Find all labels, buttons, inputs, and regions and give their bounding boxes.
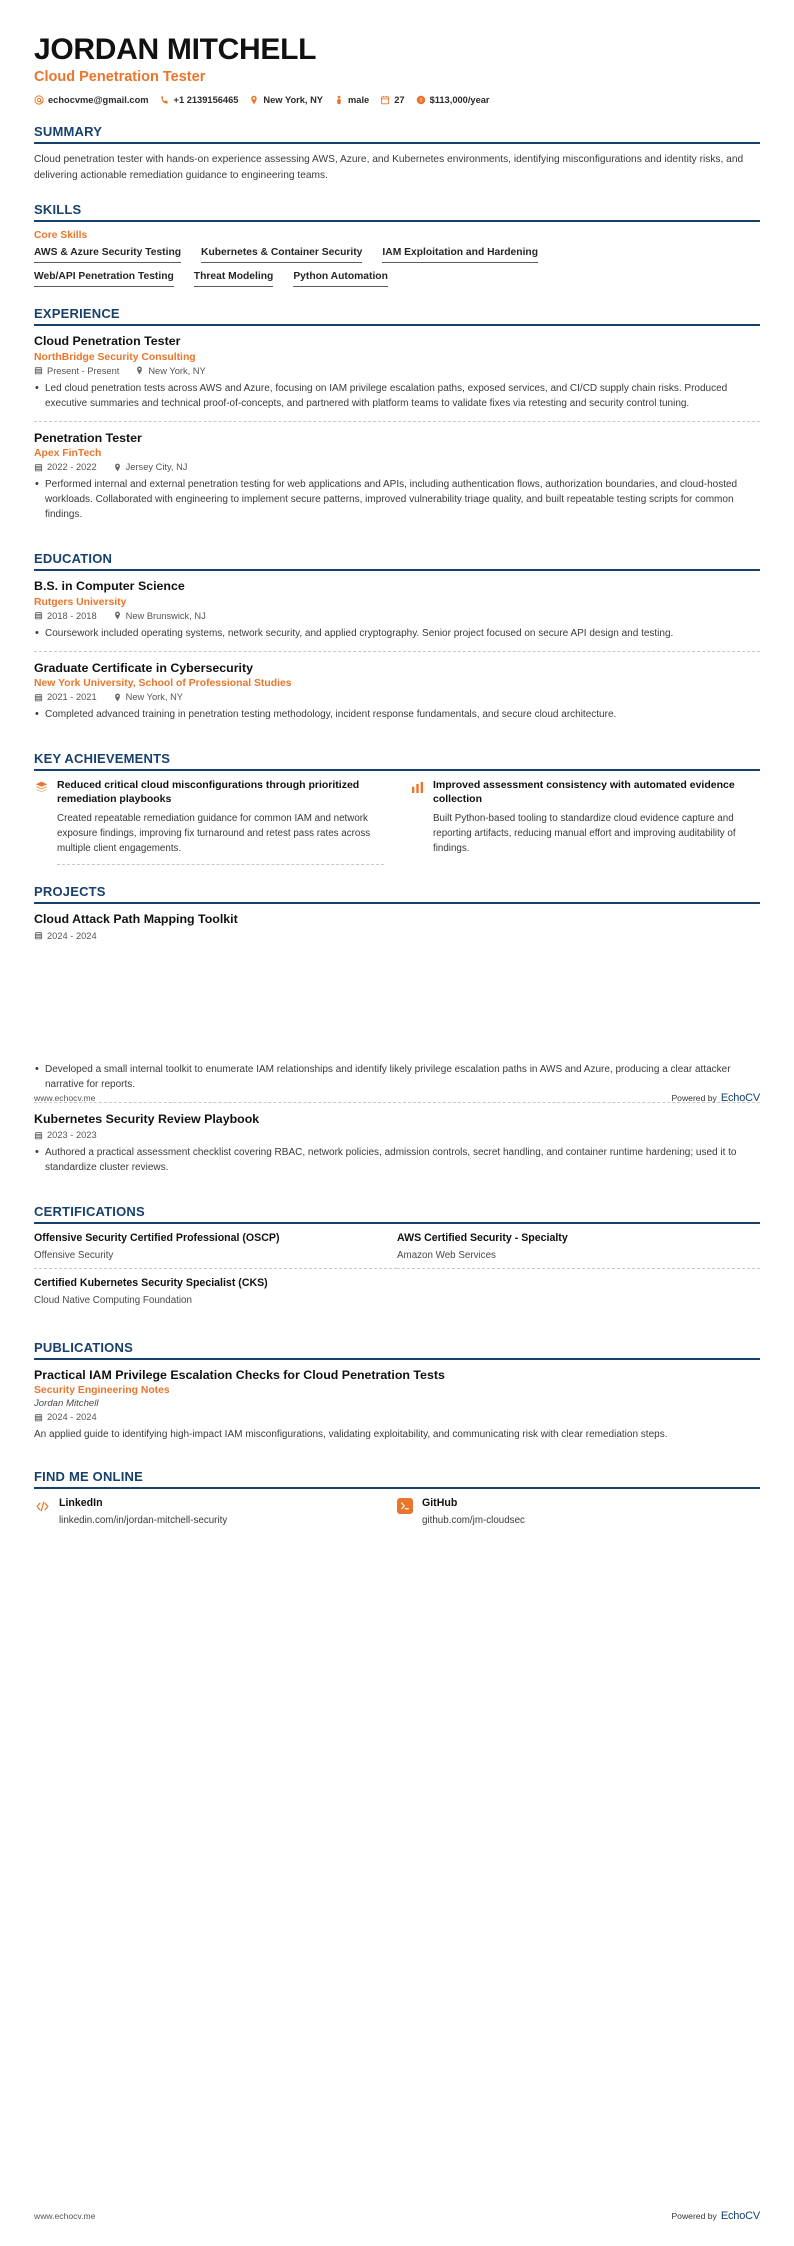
publication-author: Jordan Mitchell	[34, 1398, 99, 1410]
skill-item: Python Automation	[293, 271, 388, 287]
contact-gender	[334, 95, 369, 105]
salary-icon	[416, 95, 426, 105]
code-brackets-icon	[34, 1498, 50, 1514]
online-grid	[34, 1497, 760, 1528]
phone-icon	[160, 95, 170, 105]
project-dates	[34, 931, 97, 941]
project-name: Cloud Attack Path Mapping Toolkit	[34, 912, 238, 927]
skills-row	[34, 271, 760, 287]
page-footer-page1	[34, 1092, 760, 1104]
education-entry	[34, 579, 760, 651]
person-icon	[334, 95, 344, 105]
skill-item: AWS & Azure Security Testing	[34, 247, 181, 263]
achievement-item	[34, 779, 384, 865]
bullet-item: • Developed a small internal toolkit to enumerate IAM relationships and identify likely privilege escalation paths in AWS and Azure, producing a clear attacker narrative for reports.	[34, 1062, 760, 1092]
experience-dates-value: Present - Present	[47, 365, 120, 376]
certification-issuer: Cloud Native Computing Foundation	[34, 1294, 192, 1306]
education-bullets	[34, 626, 760, 641]
publication-entry	[34, 1368, 760, 1451]
skill-item: Kubernetes & Container Security	[201, 247, 362, 263]
section-divider	[34, 1487, 760, 1489]
project-meta	[34, 931, 760, 941]
calendar-icon	[34, 1413, 43, 1422]
section-title-key-achievements: KEY ACHIEVEMENTS	[34, 751, 171, 767]
achievement-description: Created repeatable remediation guidance for common IAM and network exposure findings, improving fix turnaround and retest pass rates across multiple client engagements.	[57, 812, 384, 865]
books-icon	[34, 780, 49, 795]
location-pin-icon	[249, 95, 259, 105]
experience-dates	[34, 366, 119, 376]
section-projects	[34, 884, 760, 1185]
certification-issuer: Amazon Web Services	[397, 1249, 496, 1261]
email-icon	[34, 95, 44, 105]
calendar-icon	[34, 366, 43, 375]
skills-group-label: Core Skills	[34, 230, 88, 242]
section-experience	[34, 306, 760, 532]
education-dates-value: 2021 - 2021	[47, 692, 97, 703]
project-dates	[34, 1130, 97, 1140]
education-school: New York University, School of Professional Studies	[34, 678, 292, 690]
contact-phone[interactable]	[160, 95, 239, 105]
section-divider	[34, 142, 760, 144]
contact-salary	[416, 95, 490, 105]
publication-dates	[34, 1412, 97, 1422]
project-name: Kubernetes Security Review Playbook	[34, 1111, 260, 1126]
footer-powered-prefix: Powered by	[671, 1093, 717, 1103]
certification-item	[34, 1232, 397, 1269]
project-dates-value: 2024 - 2024	[47, 930, 97, 941]
education-degree: Graduate Certificate in Cybersecurity	[34, 660, 253, 675]
certification-name: AWS Certified Security - Specialty	[397, 1232, 568, 1245]
bullet-item: • Led cloud penetration tests across AWS and Azure, focusing on IAM privilege escalation paths, exposed services, and CI/CD supply chain risks. Produced executive summaries and technical proof-of-concepts, and partnered with platform teams to validate fixes via retesting and security control tuning.	[34, 381, 760, 411]
education-meta	[34, 692, 760, 702]
contact-age-value: 27	[394, 94, 405, 105]
publication-dates-value: 2024 - 2024	[47, 1412, 97, 1423]
calendar-icon	[34, 1131, 43, 1140]
education-dates	[34, 611, 97, 621]
skill-item: IAM Exploitation and Hardening	[382, 247, 538, 263]
section-divider	[34, 220, 760, 222]
education-dates-value: 2018 - 2018	[47, 610, 97, 621]
achievement-title: Improved assessment consistency with automated evidence collection	[433, 779, 735, 806]
contact-email-value: echocvme@gmail.com	[48, 94, 149, 105]
location-pin-icon	[113, 463, 122, 472]
experience-meta	[34, 366, 760, 376]
calendar-icon	[34, 931, 43, 940]
location-pin-icon	[135, 366, 144, 375]
footer-website[interactable]: www.echocv.me	[34, 2211, 96, 2221]
achievement-column	[410, 779, 760, 865]
contact-row	[34, 95, 760, 105]
page-title: JORDAN MITCHELL	[34, 33, 317, 66]
summary-text: Cloud penetration tester with hands-on experience assessing AWS, Azure, and Kubernetes environments, identifying misconfigurations and identity risks, and delivering actionable remediation guidance to engineering teams.	[34, 153, 744, 181]
page-break-spacer	[34, 941, 760, 1057]
section-title-certifications: CERTIFICATIONS	[34, 1204, 145, 1220]
resume-header	[34, 0, 760, 105]
bullet-item: • Coursework included operating systems, network security, and applied cryptography. Senior project focused on secure API design and testing.	[34, 626, 760, 641]
publication-publisher: Security Engineering Notes	[34, 1385, 170, 1397]
section-skills	[34, 202, 760, 287]
online-url[interactable]: github.com/jm-cloudsec	[422, 1515, 525, 1527]
section-certifications	[34, 1204, 760, 1321]
section-title-find-me-online: FIND ME ONLINE	[34, 1469, 143, 1485]
certification-item	[397, 1232, 760, 1269]
publication-title: Practical IAM Privilege Escalation Checks for Cloud Penetration Tests	[34, 1367, 445, 1382]
footer-powered-by	[671, 1092, 760, 1104]
footer-brand: EchoCV	[720, 2210, 760, 2222]
calendar-icon	[34, 611, 43, 620]
contact-salary-value: $113,000/year	[429, 94, 490, 105]
experience-dates-value: 2022 - 2022	[47, 462, 97, 473]
project-entry	[34, 1102, 760, 1186]
achievement-title: Reduced critical cloud misconfigurations through prioritized remediation playbooks	[57, 779, 360, 806]
section-key-achievements	[34, 751, 760, 865]
education-degree: B.S. in Computer Science	[34, 579, 185, 594]
publication-meta	[34, 1412, 760, 1422]
online-item-linkedin[interactable]	[34, 1497, 397, 1528]
page-footer-page2	[34, 2210, 760, 2222]
calendar-icon	[34, 693, 43, 702]
bullet-item: • Completed advanced training in penetration testing methodology, incident response fundamentals, and secure cloud architecture.	[34, 707, 760, 722]
certification-name: Certified Kubernetes Security Specialist (CKS)	[34, 1276, 268, 1289]
online-body	[59, 1497, 227, 1528]
section-divider	[34, 569, 760, 571]
project-meta	[34, 1130, 760, 1140]
experience-location	[113, 462, 188, 472]
location-pin-icon	[113, 693, 122, 702]
bar-chart-icon	[410, 780, 425, 795]
achievement-body	[57, 779, 384, 865]
location-pin-icon	[113, 611, 122, 620]
achievement-item	[410, 779, 760, 864]
experience-role: Penetration Tester	[34, 430, 142, 445]
experience-entry	[34, 421, 760, 533]
experience-bullets	[34, 381, 760, 411]
online-label: GitHub	[422, 1497, 458, 1510]
contact-gender-value: male	[348, 94, 370, 105]
achievements-grid	[34, 779, 760, 865]
footer-powered-by	[671, 2210, 760, 2222]
experience-meta	[34, 462, 760, 472]
certification-item	[34, 1277, 397, 1313]
education-school: Rutgers University	[34, 596, 127, 608]
terminal-icon	[397, 1498, 413, 1514]
experience-location-value: Jersey City, NJ	[125, 462, 188, 473]
calendar-icon	[380, 95, 390, 105]
experience-dates	[34, 462, 97, 472]
experience-company: NorthBridge Security Consulting	[34, 351, 196, 363]
education-bullets	[34, 707, 760, 722]
skills-row	[34, 247, 760, 263]
section-title-experience: EXPERIENCE	[34, 306, 120, 322]
svg-text:!: !	[419, 97, 422, 104]
project-bullets	[34, 1062, 760, 1092]
section-title-publications: PUBLICATIONS	[34, 1339, 133, 1355]
achievement-column	[34, 779, 384, 865]
section-divider	[34, 769, 760, 771]
online-item-github[interactable]	[397, 1497, 760, 1528]
contact-location-value: New York, NY	[263, 94, 324, 105]
experience-company: Apex FinTech	[34, 448, 102, 460]
section-title-skills: SKILLS	[34, 202, 82, 218]
certification-name: Offensive Security Certified Professional (OSCP)	[34, 1232, 280, 1245]
section-publications	[34, 1340, 760, 1451]
achievement-description: Built Python-based tooling to standardize cloud evidence capture and reporting artifacts, reducing manual effort and improving auditability of findings.	[433, 813, 736, 854]
section-divider	[34, 324, 760, 326]
experience-location	[135, 366, 205, 376]
skills-list	[34, 247, 760, 287]
education-location	[113, 692, 183, 702]
project-dates-value: 2023 - 2023	[47, 1130, 97, 1141]
certifications-grid	[34, 1232, 760, 1321]
online-label: LinkedIn	[59, 1497, 103, 1510]
footer-brand: EchoCV	[720, 1092, 760, 1104]
section-summary	[34, 124, 760, 184]
contact-age	[380, 95, 404, 105]
project-entry	[34, 912, 760, 1102]
footer-website[interactable]: www.echocv.me	[34, 1093, 96, 1103]
education-location-value: New Brunswick, NJ	[125, 610, 206, 621]
experience-role: Cloud Penetration Tester	[34, 334, 181, 349]
section-divider	[34, 1358, 760, 1360]
section-divider	[34, 1222, 760, 1224]
footer-powered-prefix: Powered by	[671, 2211, 717, 2221]
education-location-value: New York, NY	[125, 692, 183, 703]
education-meta	[34, 611, 760, 621]
section-education	[34, 551, 760, 732]
calendar-icon	[34, 463, 43, 472]
bullet-item: • Authored a practical assessment checklist covering RBAC, network policies, admission controls, secret handling, and container runtime hardening; used it to standardize cluster reviews.	[34, 1145, 760, 1175]
contact-location	[249, 95, 323, 105]
certification-issuer: Offensive Security	[34, 1249, 114, 1261]
online-url[interactable]: linkedin.com/in/jordan-mitchell-security	[59, 1515, 228, 1527]
contact-email[interactable]	[34, 95, 149, 105]
education-entry	[34, 651, 760, 733]
contact-phone-value: +1 2139156465	[173, 94, 239, 105]
publication-description: An applied guide to identifying high-impact IAM misconfigurations, validating exploitability, and communicating risk with clear remediation steps.	[34, 1429, 668, 1441]
section-title-projects: PROJECTS	[34, 884, 106, 900]
section-title-summary: SUMMARY	[34, 123, 103, 139]
online-body	[422, 1497, 525, 1528]
job-title: Cloud Penetration Tester	[34, 69, 206, 86]
section-title-education: EDUCATION	[34, 551, 113, 567]
experience-entry	[34, 334, 760, 421]
skill-item: Threat Modeling	[194, 271, 274, 287]
project-bullets	[34, 1145, 760, 1175]
skill-item: Web/API Penetration Testing	[34, 271, 174, 287]
section-find-me-online	[34, 1469, 760, 1528]
experience-bullets	[34, 477, 760, 522]
education-location	[113, 611, 206, 621]
education-dates	[34, 692, 97, 702]
achievement-body	[433, 779, 760, 864]
experience-location-value: New York, NY	[148, 365, 206, 376]
bullet-item: • Performed internal and external penetration testing for web applications and APIs, including authentication flows, authorization boundaries, and cloud-hosted workloads. Collaborated with engineering to implement secure patterns, improved vulnerability triage quality, and built repeatable testing scripts for common findings.	[34, 477, 760, 522]
section-divider	[34, 902, 760, 904]
